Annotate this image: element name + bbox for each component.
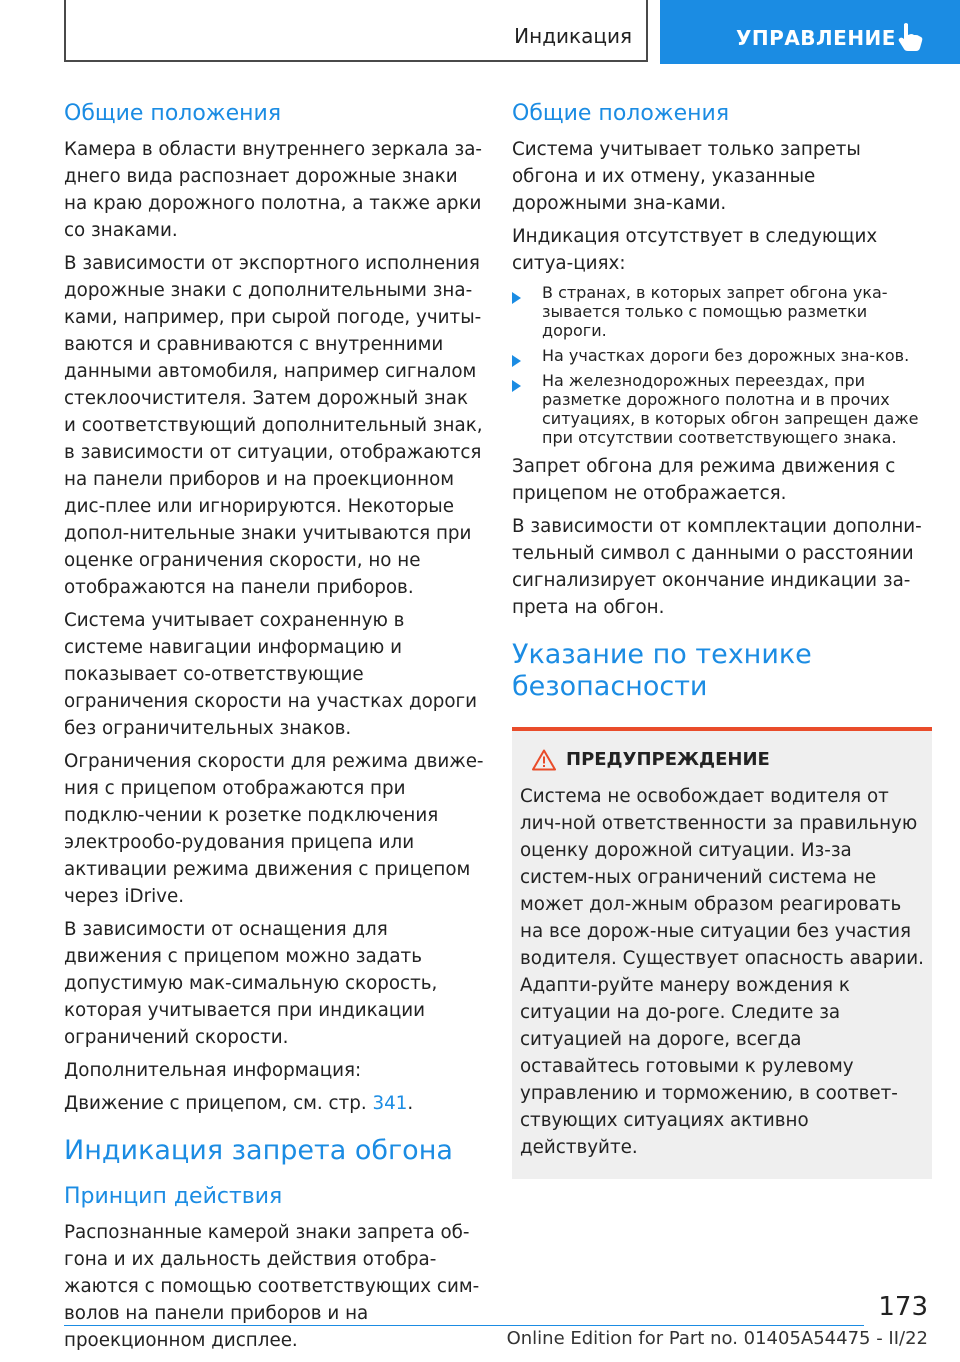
paragraph: Индикация отсутствует в следующих ситуа-циях: <box>512 226 878 274</box>
footer-divider <box>64 1325 864 1326</box>
paragraph: Система учитывает только запреты обгона и их отмену, указанные дорожными зна-ками. <box>512 139 861 214</box>
heading-overtaking: Индикация запрета обгона <box>64 1135 453 1166</box>
heading-safety: Указание по технике безопасности <box>512 639 812 702</box>
warning-title: ПРЕДУПРЕЖДЕНИЕ <box>566 749 770 770</box>
paragraph: В зависимости от комплектации дополни-тельный символ с данными о расстоянии сигнализирует окончание индикации за-прета на обгон. <box>512 516 922 618</box>
warning-header <box>520 747 924 783</box>
bullet-triangle-icon <box>512 292 521 304</box>
list-item: На железнодорожных переездах, при разметке дорожного полотна и в прочих ситуациях, в которых обгон запрещен даже при отсутствии соответствующего знака. <box>512 371 932 447</box>
paragraph: Запрет обгона для режима движения с прицепом не отображается. <box>512 456 896 504</box>
paragraph: Дополнительная информация: <box>64 1060 362 1081</box>
chapter-title: УПРАВЛЕНИЕ <box>736 26 896 50</box>
page-link[interactable]: 341 <box>372 1093 408 1114</box>
cross-reference <box>64 1090 484 1117</box>
page-number: 173 <box>878 1292 928 1322</box>
reference-text: Движение с прицепом, см. стр. <box>64 1093 373 1114</box>
paragraph: Распознанные камерой знаки запрета об-гона и их дальность действия отобра-жаются с помощью соответствующих сим-волов на панели приборов и на проекционном дисплее. <box>64 1222 480 1351</box>
list-item: В странах, в которых запрет обгона ука-зывается только с помощью разметки дороги. <box>512 283 932 340</box>
list-item: На участках дороги без дорожных зна-ков. <box>512 346 932 365</box>
pointing-hand-icon <box>896 22 924 52</box>
section-title: Индикация <box>514 24 632 48</box>
heading-general: Общие положения <box>64 101 282 126</box>
footer-edition: Online Edition for Part no. 01405A54475 - II/22 <box>506 1328 928 1349</box>
heading-general: Общие положения <box>512 101 730 126</box>
paragraph: В зависимости от оснащения для движения с прицепом можно задать допустимую мак-симальную скорость, которая учитывается при индикации ограничений скорости. <box>64 919 438 1048</box>
bullet-triangle-icon <box>512 355 521 367</box>
header-section-box <box>64 0 648 62</box>
left-column <box>64 96 484 1360</box>
chapter-tab[interactable] <box>660 0 960 64</box>
right-column <box>512 96 932 1179</box>
paragraph: В зависимости от экспортного исполнения дорожные знаки с дополнительными зна-ками, например, при сырой погоде, учиты-ваются и сравниваются с внутренними данными автомобиля, например сигналом стеклоочистителя. Затем дорожный знак и соответствующий дополнительный знак, в зависимости от ситуации, отображаются на панели приборов и на проекционном дис-плее или игнорируются. Некоторые допол-нительные знаки учитываются при оценке ограничения скорости, но не отображаются на панели приборов. <box>64 253 483 598</box>
paragraph: Ограничения скорости для режима движе-ния с прицепом отображаются при подклю-чении к розетке подключения электрообо-рудования прицепа или активации режима движения с прицепом через iDrive. <box>64 751 484 907</box>
bullet-triangle-icon <box>512 380 521 392</box>
warning-text: Система не освобождает водителя от лич-ной ответственности за правильную оценку дорожной ситуации. Из-за систем-ных ограничений система не может дол-жным образом реагировать на все дорож-ные ситуации без участия водителя. Существует опасность аварии. Адапти-руйте манеру вождения к ситуации на до-роге. Следите за ситуацией на дороге, всегда оставайтесь готовыми к рулевому управлению и торможению, в соответ-ствующих ситуациях активно действуйте. <box>520 786 924 1158</box>
warning-box <box>512 727 932 1179</box>
paragraph: Система учитывает сохраненную в системе навигации информацию и показывает со-ответствующие ограничения скорости на участках дороги без ограничительных знаков. <box>64 610 478 739</box>
situations-list <box>512 283 932 447</box>
reference-end: . <box>407 1093 414 1114</box>
heading-principle: Принцип действия <box>64 1184 283 1209</box>
paragraph: Камера в области внутреннего зеркала за-днего вида распознает дорожные знаки на краю дорожного полотна, а также арки со знаками. <box>64 139 482 241</box>
warning-triangle-icon <box>532 749 556 771</box>
